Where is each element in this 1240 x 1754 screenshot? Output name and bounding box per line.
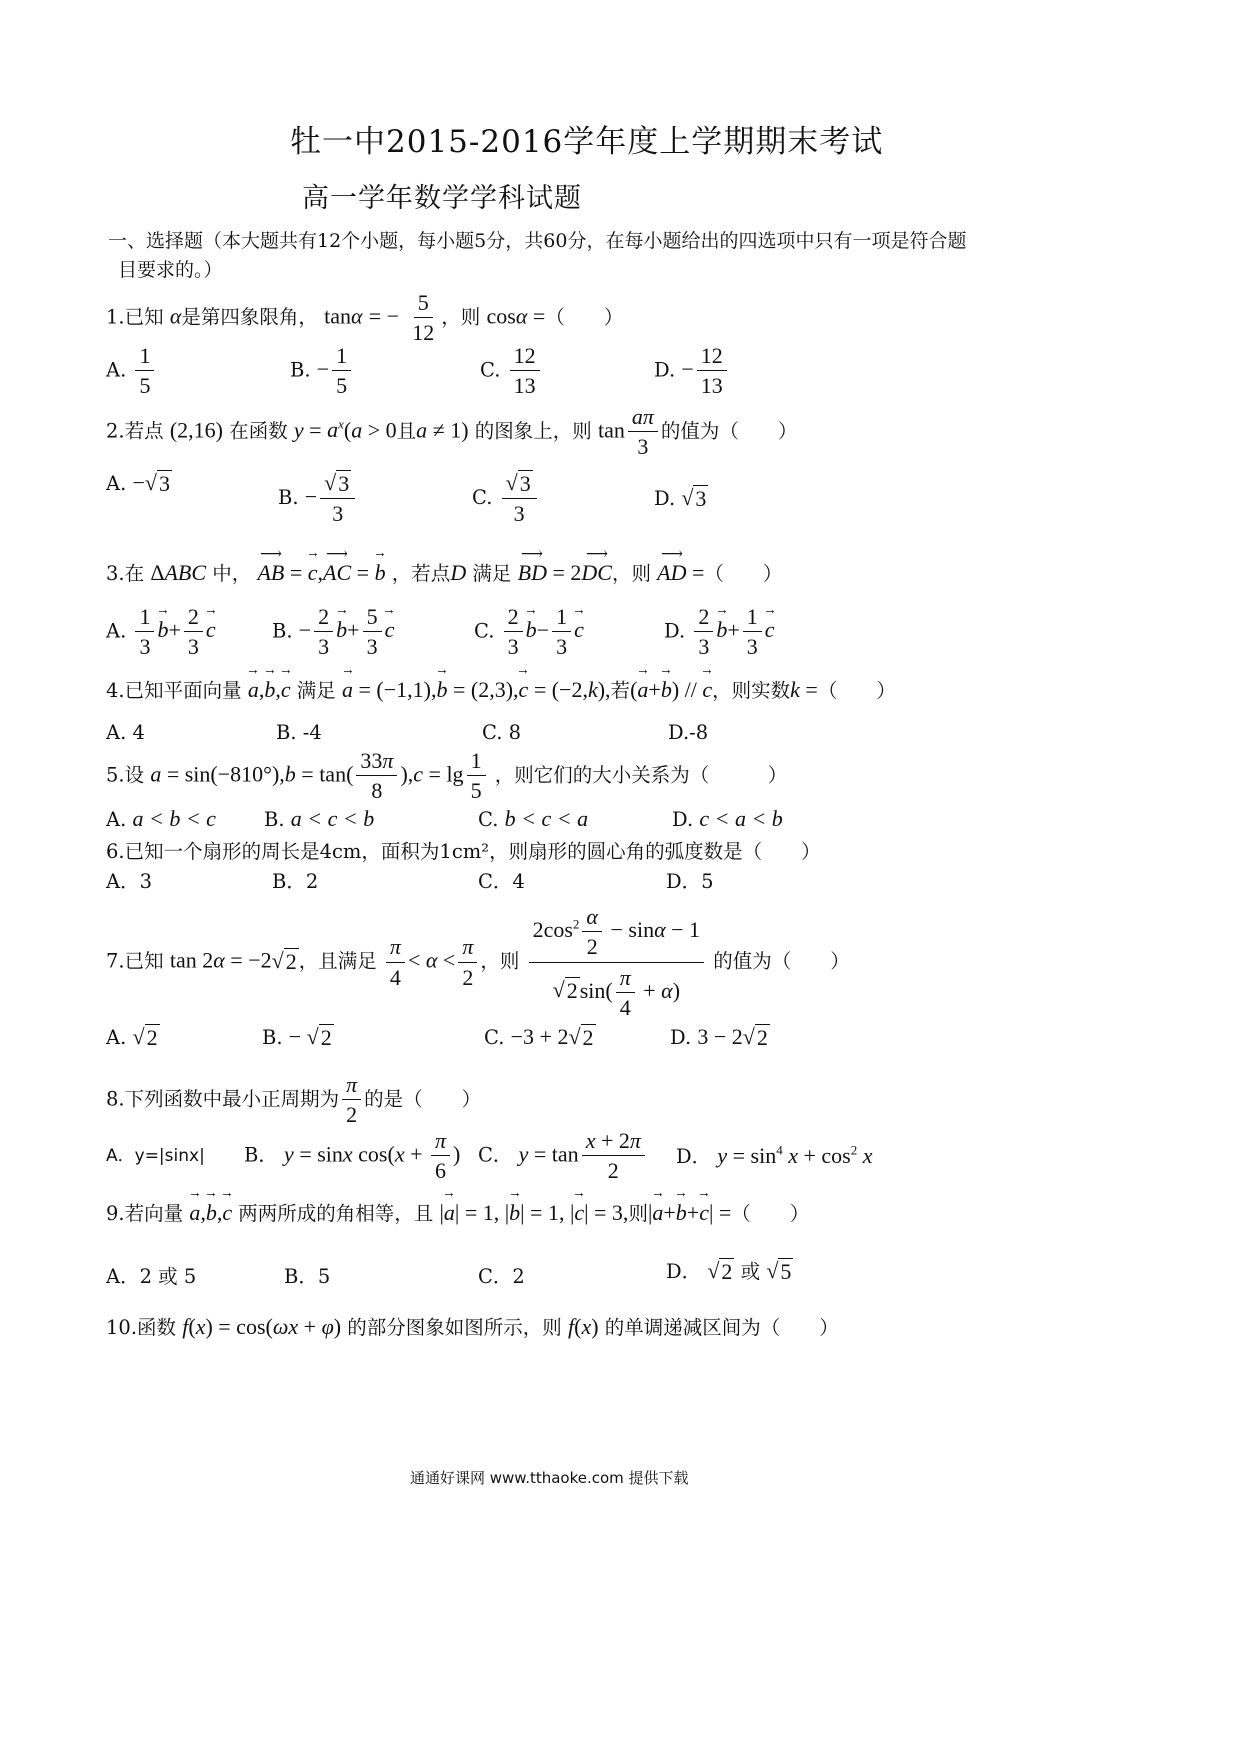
q3-option-b[interactable]: B. − $\frac{2}{3}$ → b+ $\frac{5}{3}$ → c — [272, 604, 394, 660]
q2-option-b[interactable]: B. − √ 3 3 — [278, 470, 358, 527]
q1-option-c[interactable]: C. $\frac{12}{13}$ — [480, 343, 543, 399]
q6-option-d[interactable]: D．5 — [666, 870, 714, 893]
question-7: 7.已知 tan 2α = −2 √ 2 ，且满足 $\frac{\pi}{4}$ < α < $\frac{\pi}{2}$ ，则 $2\cos^2$ $\frac{\alpha}{2}$ − sinα − 1 √ 2 sin( $\frac{\pi}{4}$ + α) 的值为（ ） — [106, 904, 850, 1020]
q4-option-b[interactable]: B. -4 — [276, 721, 322, 744]
q4-option-d[interactable]: D.-8 — [668, 721, 709, 744]
q3-option-a[interactable]: A. $\frac{1}{3}$ → b+ $\frac{2}{3}$ → c — [106, 604, 216, 660]
q1-option-d[interactable]: D. − $\frac{12}{13}$ — [654, 343, 730, 399]
q8-option-c[interactable]: C． y = tan $\frac{x + 2\pi}{2}$ — [478, 1128, 648, 1184]
q7-option-b[interactable]: B. − √ 2 — [262, 1024, 332, 1050]
question-4: 4.已知平面向量 → a,→ b,→ c 满足 → a = (−1,1),→ b = (2,3),→ c = (−2,k),若(→ a+→ b) // → c，则实数k =（ ） — [106, 675, 896, 703]
q7-option-a[interactable]: A. √ 2 — [106, 1024, 158, 1050]
q6-option-c[interactable]: C．4 — [478, 870, 525, 893]
q6-option-b[interactable]: B．2 — [272, 870, 319, 893]
q1-option-a[interactable]: A. $\frac{1}{5}$ — [106, 343, 157, 399]
q9-option-b[interactable]: B．5 — [284, 1265, 331, 1288]
question-2: 2.若点 (2,16) 在函数 $y = a^x(a > 0$且a ≠ 1) 的图象上，则 tan $\frac{a\pi}{3}$ 的值为（ ） — [106, 404, 798, 460]
question-3: 3.在 ΔABC 中， ⟶ AB = → c,⟶ AC = → b ，若点D 满足 ⟶ BD = 2⟶ DC，则 ⟶ AD =（ ） — [106, 558, 782, 586]
q4-option-a[interactable]: A. 4 — [106, 721, 145, 744]
q5-option-d[interactable]: D. c < a < b — [672, 806, 783, 831]
exam-title: 牡一中2015-2016学年度上学期期末考试 — [290, 124, 884, 160]
q7-option-d[interactable]: D. 3 − 2 √ 2 — [670, 1024, 768, 1050]
question-9: 9.若向量 → a,→ b,→ c 两两所成的角相等，且 |→ a| = 1, |→ b| = 1, |→ c| = 3,则|→ a+→ b+→ c| =（ ） — [106, 1198, 809, 1226]
question-5: 5.设 a = sin(−810°),b = tan( $\frac{33\pi}{8}$ ),c = lg $\frac{1}{5}$ ，则它们的大小关系为（ ） — [106, 748, 788, 804]
q8-option-b[interactable]: B． y = sinx cos(x + $\frac{\pi}{6}$ ) — [244, 1128, 461, 1184]
q5-option-c[interactable]: C. b < c < a — [478, 806, 589, 831]
section-heading: 一、选择题（本大题共有12个小题，每小题5分，共60分，在每小题给出的四选项中只有一项是符合题 — [108, 230, 967, 252]
question-1: 1.已知 α是第四象限角， tanα = − $\frac{5}{12}$ ，则 cosα =（ ） — [106, 290, 624, 346]
q3-option-c[interactable]: C. $\frac{2}{3}$ → b− $\frac{1}{3}$ → c — [474, 604, 584, 660]
q1-option-b[interactable]: B. − $\frac{1}{5}$ — [290, 343, 354, 399]
q5-option-b[interactable]: B. a < c < b — [264, 806, 375, 831]
q5-option-a[interactable]: A. a < b < c — [106, 806, 216, 831]
q7-option-c[interactable]: C. −3 + 2 √ 2 — [484, 1024, 594, 1050]
question-8: 8.下列函数中最小正周期为 $\frac{\pi}{2}$ 的是（ ） — [106, 1072, 482, 1128]
q2-option-a[interactable]: A. − √ 3 — [106, 470, 170, 496]
q9-option-a[interactable]: A．2 或 5 — [106, 1265, 197, 1288]
q3-option-d[interactable]: D. $\frac{2}{3}$ → b+ $\frac{1}{3}$ → c — [664, 604, 775, 660]
question-6: 6.已知一个扇形的周长是4cm，面积为1cm²，则扇形的圆心角的弧度数是（ ） — [106, 840, 821, 863]
q4-option-c[interactable]: C. 8 — [482, 721, 522, 744]
section-heading-cont: 目要求的。） — [118, 259, 223, 281]
q2-option-d[interactable]: D. √ 3 — [654, 485, 707, 511]
q2-option-c[interactable]: C. √ 3 3 — [472, 470, 540, 527]
footer-text: 通通好课网 www.tthaoke.com 提供下载 — [410, 1469, 689, 1487]
exam-subtitle: 高一学年数学学科试题 — [302, 183, 582, 214]
question-10: 10.函数 f(x) = cos(ωx + φ) 的部分图象如图所示，则 f(x) 的单调递减区间为（ ） — [106, 1314, 839, 1339]
q9-option-d[interactable]: D． √ 2 或 √ 5 — [666, 1258, 792, 1284]
q6-option-a[interactable]: A．3 — [106, 870, 152, 893]
q9-option-c[interactable]: C．2 — [478, 1265, 525, 1288]
q8-option-d[interactable]: D． $y = \sin^4 x + \cos^2 x$ — [676, 1142, 873, 1168]
q8-option-a[interactable]: A．y=|sinx| — [106, 1146, 205, 1166]
